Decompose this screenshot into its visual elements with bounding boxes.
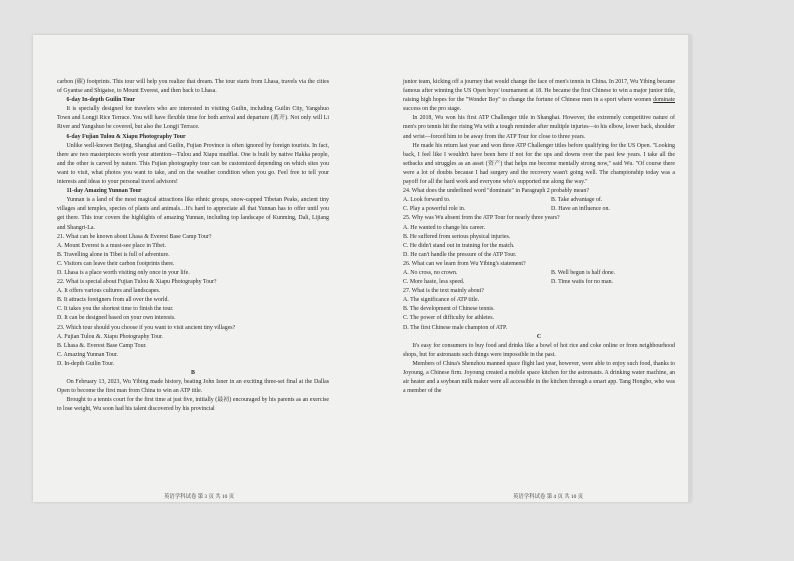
- option-23d: D. In-depth Guilin Tour.: [57, 360, 115, 367]
- option-27d: D. The first Chinese male champion of ATP.: [403, 324, 508, 331]
- passage-c-paragraph-1: It's easy for consumers to buy food and drinks like a bowl of hot rice and coke online or from neighbourhood shops, but for astronauts such things were impossible in the past.: [403, 342, 675, 358]
- section-c-heading: C: [536, 333, 542, 340]
- passage-b-paragraph-3: In 2018, Wu won his first ATP Challenger title in Shanghai. However, the extremely competitive nature of men's pro tennis hit the rising Wu with a tough reminder after multiple injuries—to his elbow, lower back, shoulder and wrist—forced him to be away from the ATP Tour for close to three years.: [403, 115, 675, 140]
- question-26: 26. What can we learn from Wu Yibing's statement?: [403, 260, 526, 267]
- option-23b: B. Lhasa &. Everest Base Camp Tour.: [57, 342, 147, 349]
- option-24b: B. Take advantage of.: [551, 197, 603, 204]
- option-21c: C. Visitors can leave their carbon footprints there.: [57, 260, 175, 267]
- option-24d: D. Have an influence on.: [551, 206, 610, 213]
- option-22a: A. It offers various cultures and landscapes.: [57, 288, 161, 295]
- option-22b: B. It attracts foreigners from all over the world.: [57, 297, 169, 304]
- option-25a: A. He wanted to change his career.: [403, 224, 486, 231]
- option-22c: C. It takes you the shortest time to finish the tour.: [57, 306, 174, 313]
- option-23a: A. Fujian Tulou &. Xiapu Photography Tour.: [57, 333, 164, 340]
- option-21d: D. Lhasa is a place worth visiting only once in your life.: [57, 269, 190, 276]
- option-24c: C. Play a powerful role in.: [403, 206, 466, 213]
- option-25b: B. He suffered from serious physical injuries.: [403, 233, 511, 240]
- passage-b-paragraph-4: He made his return last year and won three ATP Challenger titles before qualifying for the US Open. "Looking back, I feel like I wouldn't have been here if not for the ups and downs over the past few years. I take all the setbacks and struggles as an asset (资产) that helps me become mentally strong now," said Wu. "Of course there were a lot of doubts because I had surgery and the recovery wasn't going well. The championship today was a payoff for all the hard work and everyone who's supported me along the way.": [403, 142, 675, 186]
- option-27b: B. The development of Chinese tennis.: [403, 306, 495, 313]
- option-22d: D. It can be designed based on your own interests.: [57, 315, 176, 322]
- option-21b: B. Travelling alone in Tibet is full of adventure.: [57, 251, 170, 258]
- section-b-heading: B: [191, 370, 195, 376]
- passage-b-paragraph-2-cont: [403, 78, 675, 114]
- fujian-tour-heading: 6-day Fujian Tulou & Xiapu Photography Tour: [66, 133, 186, 140]
- option-25d: D. He can't handle the pressure of the ATP Tour.: [403, 251, 517, 258]
- option-27c: C. The power of difficulty for athletes.: [403, 315, 495, 322]
- passage-b-text-post: success on the pro stage.: [403, 106, 462, 113]
- guilin-tour-paragraph: It is specially designed for travelers who are interested in visiting Guilin, including Guilin City, Yangshuo Town and Longji Rice Terrace. You will have flexible time for both arrival and departure (离开). Not only will Li River and Yangshuo be covered, but also the Longji Terrace.: [57, 106, 329, 131]
- underlined-word-dominate: dominate: [653, 97, 675, 104]
- option-24a: A. Look forward to.: [403, 197, 451, 204]
- option-26c: C. More haste, less speed.: [403, 279, 465, 286]
- question-25: 25. Why was Wu absent from the ATP Tour for nearly three years?: [403, 215, 560, 222]
- intro-paragraph: carbon (碳) footprints. This tour will help you realize that dream. The tour starts from Lhasa, travels via the cities of Gyantse and Shigatse, to Mount Everest, and then back to Lhasa.: [57, 79, 329, 95]
- question-23: 23. Which tour should you choose if you want to visit ancient tiny villages?: [57, 324, 236, 331]
- question-24: 24. What does the underlined word "dominate" in Paragraph 2 probably mean?: [403, 188, 589, 195]
- page-edge: [688, 35, 691, 502]
- option-26d: D. Time waits for no man.: [551, 279, 614, 286]
- yunnan-tour-heading: 11-day Amazing Yunnan Tour: [66, 188, 142, 195]
- fujian-tour-paragraph: Unlike well-known Beijing, Shanghai and Guilin, Fujian Province is often ignored by foreign tourists. In fact, there are two masterpieces worth your attention—Tulou and Xiapu mudflat. One is built by native Hakka people, and the other is carved by nature. This Fujian photography tour can be customized depending on which sites you want to visit, what photos you want to take, and on the weather condition when you go. Feel free to tell your interests and ideas to your personal travel advisors!: [57, 142, 329, 186]
- option-26a: A. No cross, no crown.: [403, 269, 458, 276]
- option-27a: A. The significance of ATP title.: [403, 297, 480, 304]
- passage-b-paragraph-1: On February 13, 2023, Wu Yibing made history, beating John Isner in an exciting three-set final at the Dallas Open to become the first man from China to win an ATP title.: [57, 379, 329, 395]
- option-21a: A. Mount Everest is a must-see place in Tibet.: [57, 242, 166, 249]
- passage-c-paragraph-2: Members of China's Shenzhou manned space flight last year, however, were able to enjoy such food, thanks to Joyoung, a Chinese firm. Joyoung created a mobile space kitchen for the astronauts. A drinking water machine, an air heater and a soybean milk maker were all accessible in the kitchen through a smart app. Tang Hongbo, who was a member of the: [403, 360, 675, 395]
- option-23c: C. Amazing Yunnan Tour.: [57, 351, 118, 358]
- option-26b: B. Well begun is half done.: [551, 269, 616, 276]
- left-column: [57, 78, 329, 414]
- question-21: 21. What can be known about Lhasa & Everest Base Camp Tour?: [57, 233, 212, 240]
- passage-b-paragraph-2: Brought to a tennis court for the first time at just five, initially (最初) encouraged by his parents as an exercise to lose weight, Wu soon had his talent discovered by his provincial: [57, 397, 329, 413]
- question-22: 22. What is special about Fujian Tulou & Xiapu Photography Tour?: [57, 279, 217, 286]
- guilin-tour-heading: 6-day In-depth Guilin Tour: [66, 97, 136, 104]
- option-25c: C. He didn't stand out in training for the match.: [403, 242, 515, 249]
- question-27: 27. What is the text mainly about?: [403, 288, 484, 295]
- exam-sheet: [33, 35, 691, 502]
- options-24-row2: [403, 205, 675, 214]
- options-26-row2: [403, 278, 675, 287]
- page-footer-4: 英语学科试卷 第 4 页 共 10 页: [513, 494, 584, 500]
- page-footer-3: 英语学科试卷 第 3 页 共 10 页: [164, 494, 235, 500]
- options-24-row1: [403, 196, 675, 205]
- yunnan-tour-paragraph: Yunnan is a land of the most magical attractions like ethnic groups, snow-capped Tibetan Peaks, ancient tiny villages and temples, species of plants and animals…It's hard to appreciate all that Yunnan has to offer until you get there. This tour covers the highlights of amazing Yunnan, including top landscape of Kunming, Dali, Lijiang and Shangri-La.: [57, 197, 329, 231]
- right-column: [403, 78, 675, 396]
- passage-b-text-pre: junior team, kicking off a journey that would change the face of men's tennis in China. In 2017, Wu Yibing became famous after winning the US Open boys' tournament at 18. He became the first Chinese to win a major junior title, raising high hopes for the "Wonder Boy" to change the fortune of Chinese men in a sport where women: [403, 79, 675, 104]
- options-26-row1: [403, 269, 675, 278]
